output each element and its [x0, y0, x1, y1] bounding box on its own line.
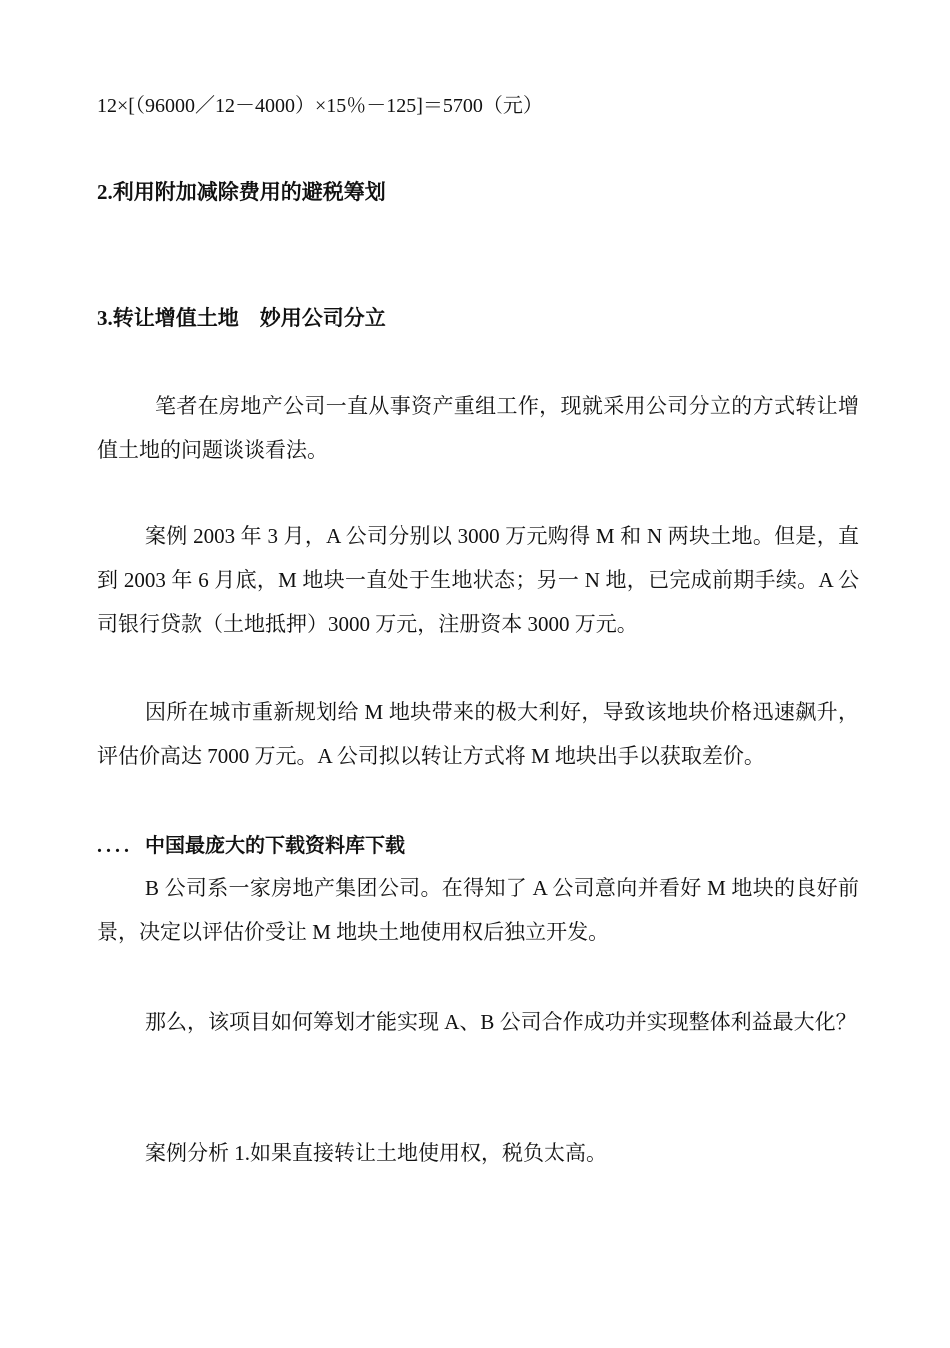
company-b-paragraph: B 公司系一家房地产集团公司。在得知了 A 公司意向并看好 M 地块的良好前景，决定以评估价受让 M 地块土地使用权后独立开发。: [97, 876, 859, 944]
case-paragraph: 案例 2003 年 3 月，A 公司分别以 3000 万元购得 M 和 N 两块土地。但是，直到 2003 年 6 月底，M 地块一直处于生地状态；另一 N 地，已完成前期手续。A 公司银行贷款（土地抵押）3000 万元，注册资本 3000 万元。: [97, 524, 859, 636]
banner-text: 中国最庞大的下载资料库下载: [145, 835, 405, 857]
plan-paragraph: 因所在城市重新规划给 M 地块带来的极大利好，导致该地块价格迅速飙升，评估价高达 7000 万元。A 公司拟以转让方式将 M 地块出手以获取差价。: [97, 700, 859, 768]
section-heading-3: 3.转让增值土地 妙用公司分立: [97, 306, 386, 330]
intro-paragraph: 笔者在房地产公司一直从事资产重组工作，现就采用公司分立的方式转让增值土地的问题谈谈看法。: [97, 394, 859, 462]
section-heading-2: 2.利用附加减除费用的避税筹划: [97, 180, 386, 204]
download-banner: [97, 826, 859, 866]
banner-dots: ....: [97, 835, 133, 857]
tax-formula: 12×[（96000／12－4000）×15％－125]＝5700（元）: [97, 95, 543, 117]
question-paragraph: 那么，该项目如何筹划才能实现 A、B 公司合作成功并实现整体利益最大化？: [145, 1010, 857, 1034]
analysis-paragraph: 案例分析 1.如果直接转让土地使用权，税负太高。: [145, 1141, 607, 1165]
